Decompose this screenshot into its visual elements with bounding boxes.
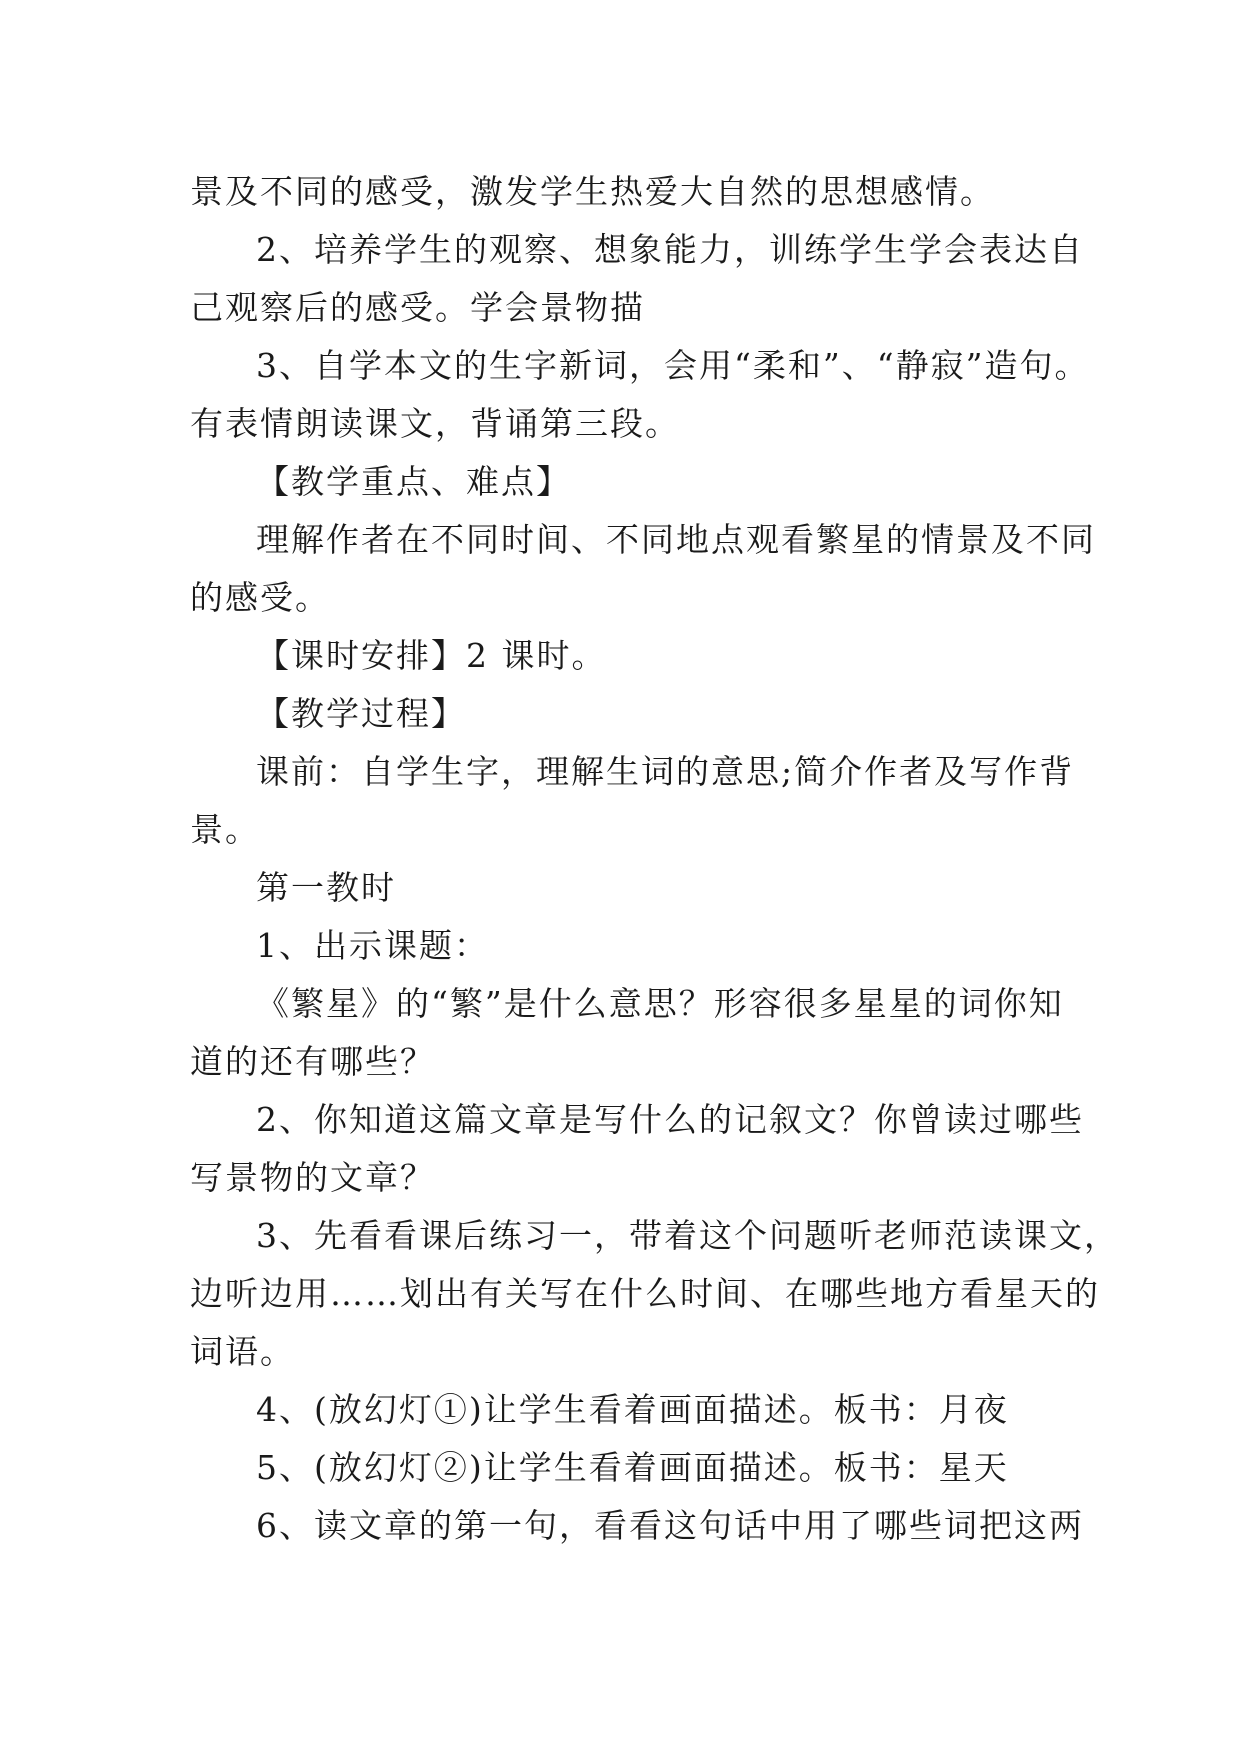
text-line: 6、读文章的第一句，看看这句话中用了哪些词把这两 — [256, 1506, 1084, 1545]
text-line: 景及不同的感受，激发学生热爱大自然的思想感情。 — [190, 172, 995, 211]
text-line: 景。 — [190, 810, 260, 849]
text-line: 词语。 — [190, 1332, 295, 1371]
text-line: 3、先看看课后练习一，带着这个问题听老师范读课文， — [256, 1216, 1119, 1255]
lesson-heading: 第一教时 — [256, 868, 396, 907]
text-line: 2、培养学生的观察、想象能力，训练学生学会表达自 — [256, 230, 1084, 269]
text-line: 写景物的文章？ — [190, 1158, 435, 1197]
text-line: 己观察后的感受。学会景物描 — [190, 288, 645, 327]
section-heading: 【课时安排】2 课时。 — [256, 636, 607, 675]
text-line: 2、你知道这篇文章是写什么的记叙文？你曾读过哪些 — [256, 1100, 1084, 1139]
section-heading: 【教学过程】 — [256, 694, 466, 733]
text-line: 课前：自学生字，理解生词的意思;简介作者及写作背 — [256, 752, 1075, 791]
text-line: 3、自学本文的生字新词，会用“柔和”、“静寂”造句。 — [256, 346, 1090, 385]
text-line: 边听边用……划出有关写在什么时间、在哪些地方看星天的 — [190, 1274, 1100, 1313]
document-body — [190, 163, 1119, 1555]
text-line: 5、(放幻灯②)让学生看着画面描述。板书：星天 — [256, 1448, 1009, 1487]
text-line: 《繁星》的“繁”是什么意思？形容很多星星的词你知 — [256, 984, 1064, 1023]
text-line: 4、(放幻灯①)让学生看着画面描述。板书：月夜 — [256, 1390, 1009, 1429]
section-heading: 【教学重点、难点】 — [256, 462, 571, 501]
text-line: 理解作者在不同时间、不同地点观看繁星的情景及不同 — [256, 520, 1096, 559]
text-line: 道的还有哪些？ — [190, 1042, 435, 1081]
text-line: 1、出示课题： — [256, 926, 489, 965]
text-line: 的感受。 — [190, 578, 330, 617]
text-line: 有表情朗读课文，背诵第三段。 — [190, 404, 680, 443]
